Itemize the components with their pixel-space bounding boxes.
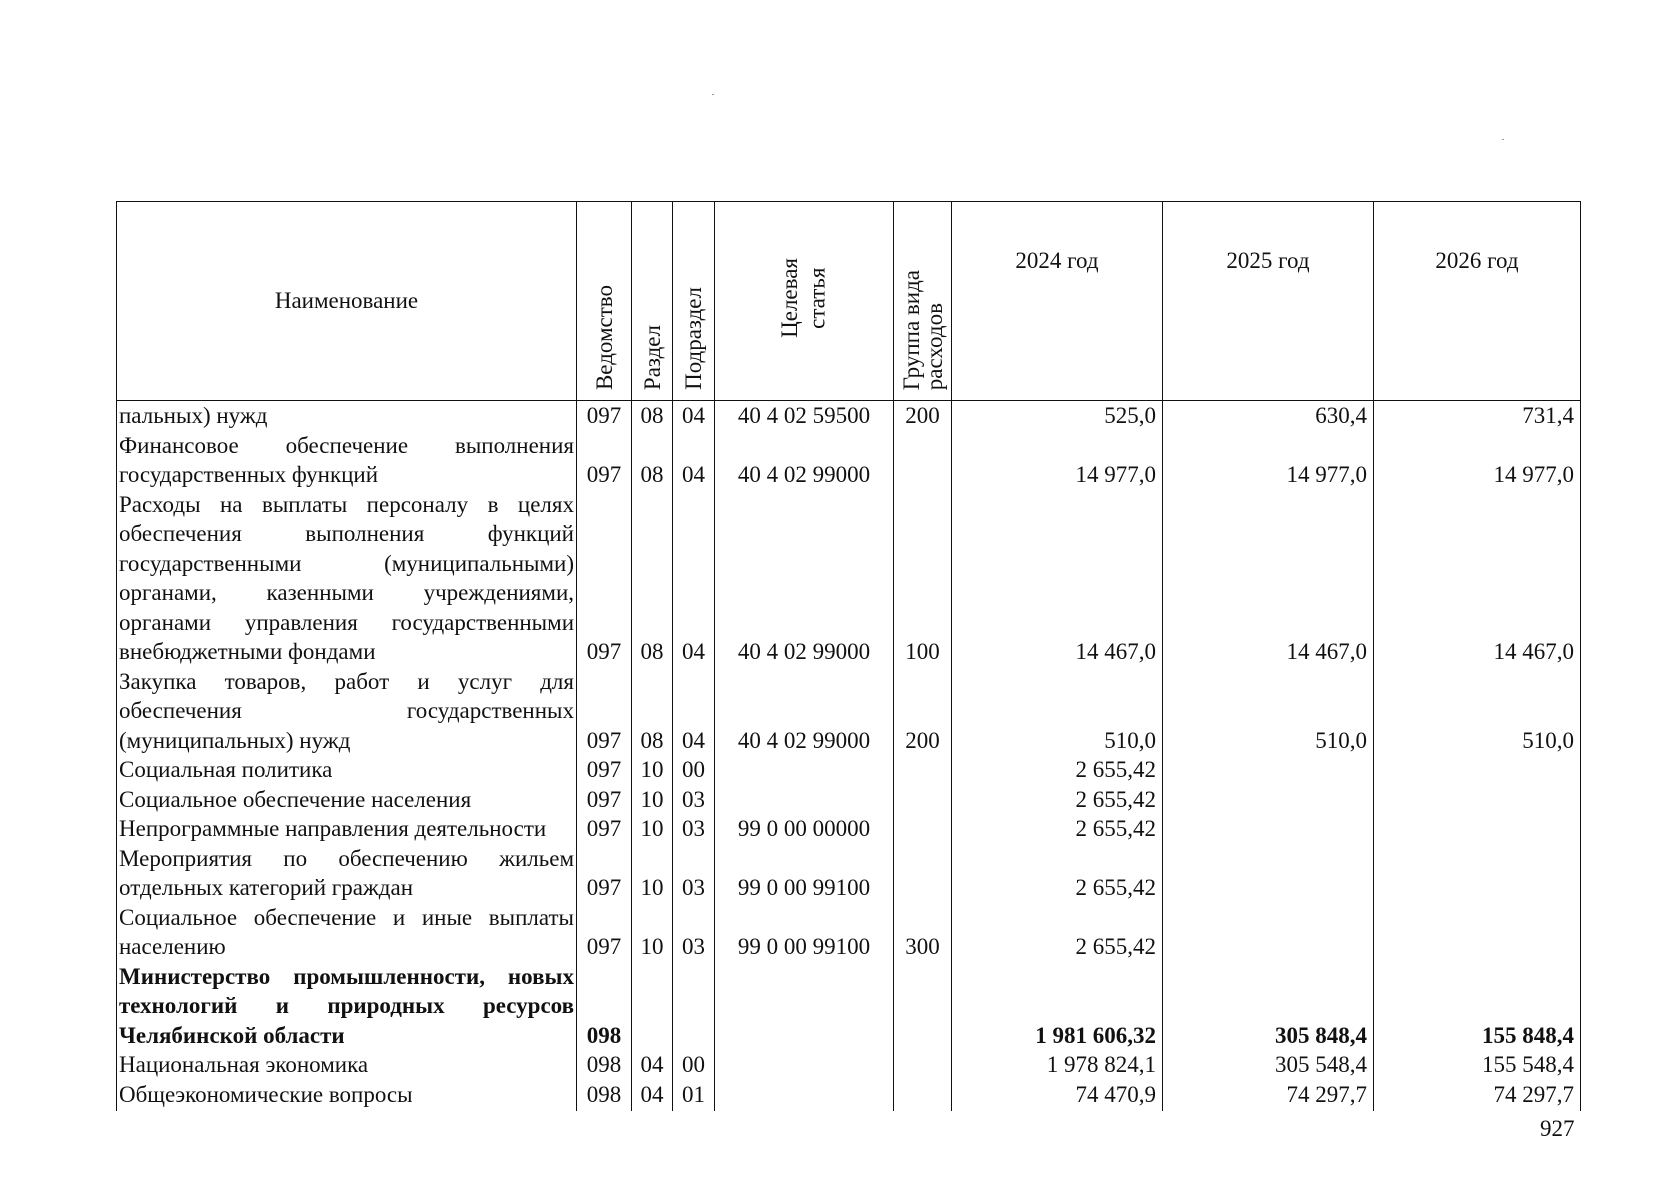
- row-gruppa: [894, 1050, 952, 1080]
- row-amount-2025: 305 848,4: [1163, 962, 1374, 1051]
- row-name: пальных) нужд: [117, 401, 577, 431]
- row-name: Социальная политика: [117, 755, 577, 785]
- row-vedomstvo: 097: [577, 431, 632, 490]
- row-name: Министерство промышленности, новых технологий и природных ресурсов Челябинской области: [117, 962, 577, 1051]
- row-amount-2025: 305 548,4: [1163, 1050, 1374, 1080]
- row-name: Расходы на выплаты персоналу в целях обеспечения выполнения функций государственными (муниципальными) органами, казенными учреждениями, органами управления государственными внебюджетными фондами: [117, 490, 577, 667]
- header-celevaya-text: Целевая статья: [777, 258, 830, 338]
- row-amount-2025: 630,4: [1163, 401, 1374, 431]
- table-row: [117, 785, 1581, 815]
- row-celevaya: [715, 962, 894, 1051]
- row-name: Мероприятия по обеспечению жильем отдельных категорий граждан: [117, 844, 577, 903]
- row-amount-2025: [1163, 755, 1374, 785]
- row-gruppa: [894, 755, 952, 785]
- header-name-text: Наименование: [274, 288, 419, 313]
- row-amount-2024: 525,0: [952, 401, 1163, 431]
- row-name: Национальная экономика: [117, 1050, 577, 1080]
- row-amount-2026: [1374, 785, 1581, 815]
- table-row: [117, 814, 1581, 844]
- row-name: Социальное обеспечение и иные выплаты населению: [117, 903, 577, 962]
- row-amount-2026: [1374, 844, 1581, 903]
- row-name: Непрограммные направления деятельности: [117, 814, 577, 844]
- row-amount-2024: 2 655,42: [952, 903, 1163, 962]
- table-row: [117, 1080, 1581, 1112]
- row-name: Закупка товаров, работ и услуг для обеспечения государственных (муниципальных) нужд: [117, 667, 577, 756]
- row-razdel: 04: [632, 1050, 673, 1080]
- header-name: [117, 202, 577, 401]
- header-vedomstvo-text: Ведомство: [591, 284, 617, 390]
- row-amount-2024: 510,0: [952, 667, 1163, 756]
- row-podrazdel: 04: [673, 490, 715, 667]
- table-row: [117, 962, 1581, 1051]
- header-razdel: [632, 202, 673, 401]
- row-razdel: 08: [632, 431, 673, 490]
- row-gruppa: 200: [894, 401, 952, 431]
- row-amount-2026: 14 977,0: [1374, 431, 1581, 490]
- row-celevaya: 99 0 00 99100: [715, 903, 894, 962]
- header-vedomstvo: [577, 202, 632, 401]
- row-podrazdel: 00: [673, 755, 715, 785]
- row-razdel: [632, 962, 673, 1051]
- row-amount-2024: 14 467,0: [952, 490, 1163, 667]
- row-razdel: 10: [632, 785, 673, 815]
- budget-table: [116, 201, 1581, 1111]
- row-podrazdel: 01: [673, 1080, 715, 1112]
- header-2024: [952, 202, 1163, 401]
- row-vedomstvo: 097: [577, 903, 632, 962]
- header-2025-text: 2025 год: [1226, 248, 1310, 273]
- row-celevaya: 40 4 02 99000: [715, 667, 894, 756]
- row-amount-2024: 1 978 824,1: [952, 1050, 1163, 1080]
- row-amount-2026: 14 467,0: [1374, 490, 1581, 667]
- row-podrazdel: 04: [673, 401, 715, 431]
- row-razdel: 08: [632, 401, 673, 431]
- row-razdel: 10: [632, 755, 673, 785]
- row-amount-2026: [1374, 903, 1581, 962]
- row-vedomstvo: 097: [577, 401, 632, 431]
- row-amount-2024: 1 981 606,32: [952, 962, 1163, 1051]
- row-name: Финансовое обеспечение выполнения государственных функций: [117, 431, 577, 490]
- table-row: [117, 401, 1581, 431]
- row-gruppa: [894, 814, 952, 844]
- table-row: [117, 431, 1581, 490]
- header-gruppa-text: Группа вида расходов: [898, 269, 947, 390]
- row-amount-2026: 155 548,4: [1374, 1050, 1581, 1080]
- page-number: 927: [1540, 1116, 1575, 1141]
- row-vedomstvo: 097: [577, 490, 632, 667]
- header-gruppa: [894, 202, 952, 401]
- row-amount-2025: [1163, 814, 1374, 844]
- header-2026-text: 2026 год: [1435, 248, 1519, 273]
- row-gruppa: 300: [894, 903, 952, 962]
- row-podrazdel: 00: [673, 1050, 715, 1080]
- row-celevaya: [715, 785, 894, 815]
- row-gruppa: 200: [894, 667, 952, 756]
- row-celevaya: 40 4 02 99000: [715, 490, 894, 667]
- table-row: [117, 1050, 1581, 1080]
- row-amount-2025: 74 297,7: [1163, 1080, 1374, 1112]
- row-amount-2025: [1163, 844, 1374, 903]
- row-amount-2025: [1163, 903, 1374, 962]
- header-razdel-text: Раздел: [639, 324, 665, 390]
- row-name: Общеэкономические вопросы: [117, 1080, 577, 1112]
- row-podrazdel: [673, 962, 715, 1051]
- row-vedomstvo: 098: [577, 1050, 632, 1080]
- row-podrazdel: 03: [673, 814, 715, 844]
- row-podrazdel: 04: [673, 431, 715, 490]
- row-vedomstvo: 097: [577, 844, 632, 903]
- row-razdel: 10: [632, 903, 673, 962]
- header-2026: [1374, 202, 1581, 401]
- row-amount-2024: 74 470,9: [952, 1080, 1163, 1112]
- row-celevaya: [715, 755, 894, 785]
- row-gruppa: [894, 1080, 952, 1112]
- row-vedomstvo: 098: [577, 962, 632, 1051]
- row-amount-2026: 731,4: [1374, 401, 1581, 431]
- header-2024-text: 2024 год: [1015, 248, 1099, 273]
- scan-speck: [1502, 139, 1504, 140]
- table-header: [117, 202, 1581, 401]
- row-celevaya: 40 4 02 59500: [715, 401, 894, 431]
- row-name: Социальное обеспечение населения: [117, 785, 577, 815]
- row-podrazdel: 03: [673, 903, 715, 962]
- row-celevaya: [715, 1050, 894, 1080]
- row-vedomstvo: 097: [577, 755, 632, 785]
- row-amount-2026: 155 848,4: [1374, 962, 1581, 1051]
- row-podrazdel: 04: [673, 667, 715, 756]
- row-amount-2024: 2 655,42: [952, 755, 1163, 785]
- row-gruppa: [894, 962, 952, 1051]
- row-celevaya: [715, 1080, 894, 1112]
- row-podrazdel: 03: [673, 785, 715, 815]
- row-razdel: 10: [632, 814, 673, 844]
- row-podrazdel: 03: [673, 844, 715, 903]
- table-row: [117, 667, 1581, 756]
- row-amount-2024: 2 655,42: [952, 785, 1163, 815]
- header-podrazdel: [673, 202, 715, 401]
- table-row: [117, 844, 1581, 903]
- row-celevaya: 99 0 00 00000: [715, 814, 894, 844]
- row-vedomstvo: 098: [577, 1080, 632, 1112]
- header-2025: [1163, 202, 1374, 401]
- row-vedomstvo: 097: [577, 667, 632, 756]
- header-celevaya: [715, 202, 894, 401]
- row-amount-2026: 510,0: [1374, 667, 1581, 756]
- row-gruppa: [894, 431, 952, 490]
- row-razdel: 04: [632, 1080, 673, 1112]
- row-vedomstvo: 097: [577, 814, 632, 844]
- row-amount-2026: 74 297,7: [1374, 1080, 1581, 1112]
- row-amount-2025: 14 977,0: [1163, 431, 1374, 490]
- row-amount-2025: 510,0: [1163, 667, 1374, 756]
- row-gruppa: [894, 844, 952, 903]
- table-row: [117, 490, 1581, 667]
- row-amount-2024: 14 977,0: [952, 431, 1163, 490]
- row-gruppa: [894, 785, 952, 815]
- row-amount-2026: [1374, 755, 1581, 785]
- row-amount-2024: 2 655,42: [952, 844, 1163, 903]
- table-row: [117, 755, 1581, 785]
- table-row: [117, 903, 1581, 962]
- row-amount-2025: [1163, 785, 1374, 815]
- row-razdel: 08: [632, 667, 673, 756]
- row-razdel: 10: [632, 844, 673, 903]
- row-amount-2024: 2 655,42: [952, 814, 1163, 844]
- scan-speck: [712, 94, 714, 95]
- header-podrazdel-text: Подраздел: [681, 287, 706, 390]
- row-vedomstvo: 097: [577, 785, 632, 815]
- row-gruppa: 100: [894, 490, 952, 667]
- row-celevaya: 99 0 00 99100: [715, 844, 894, 903]
- row-amount-2025: 14 467,0: [1163, 490, 1374, 667]
- table-body: [117, 401, 1581, 1112]
- row-celevaya: 40 4 02 99000: [715, 431, 894, 490]
- row-razdel: 08: [632, 490, 673, 667]
- row-amount-2026: [1374, 814, 1581, 844]
